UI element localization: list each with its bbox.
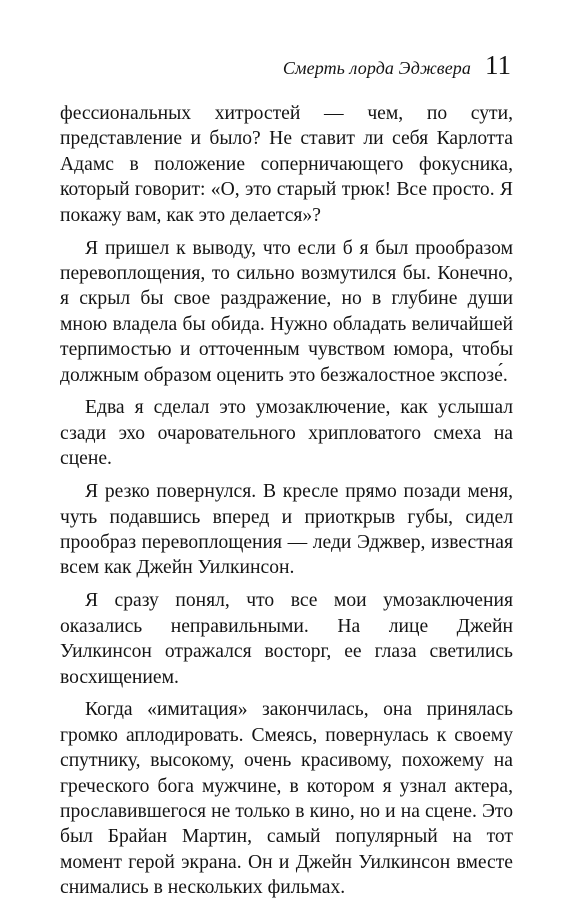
paragraph: фессиональных хитростей — чем, по сути, представление и было? Не ставит ли себя Карлотта Адамс в положение соперничающего фокусника, который говорит: «О, это старый трюк! Все просто. Я покажу вам, как это делается»? <box>60 103 513 226</box>
body-text <box>60 101 513 908</box>
paragraph: Я резко повернулся. В кресле прямо позади меня, чуть подавшись вперед и приоткрыв губы, сидел прообраз перевоплощения — леди Эджвер, известная всем как Джейн Уилкинсон. <box>60 481 513 579</box>
running-title: Смерть лорда Эджвера <box>282 58 471 78</box>
running-header <box>283 52 511 79</box>
paragraph: Едва я сделал это умозаключение, как услышал сзади эхо очаровательного хрипловатого смеха на сцене. <box>60 397 513 470</box>
paragraph: Я пришел к выводу, что если б я был прообразом перевоплощения, то сильно возмутился бы. Конечно, я скрыл бы свое раздражение, но в глубине души мною владела бы обида. Нужно обладать величайшей терпимостью и отточенным чувством юмора, чтобы должным образом оценить это безжалостное экспозе́. <box>60 237 513 386</box>
paragraph: Я сразу понял, что все мои умозаключения оказались неправильными. На лице Джейн Уилкинсон отражался восторг, ее глаза светились восхищением. <box>60 590 513 688</box>
paragraph: Когда «имитация» закончилась, она принялась громко аплодировать. Смеясь, повернулась к своему спутнику, высокому, очень красивому, похожему на греческого бога мужчине, в котором я узнал актера, прославившегося не только в кино, но и на сцене. Это был Брайан Мартин, самый популярный на тот момент герой экрана. Он и Джейн Уилкинсон вместе снимались в нескольких фильмах. <box>60 699 513 899</box>
page-number: 11 <box>485 50 511 80</box>
